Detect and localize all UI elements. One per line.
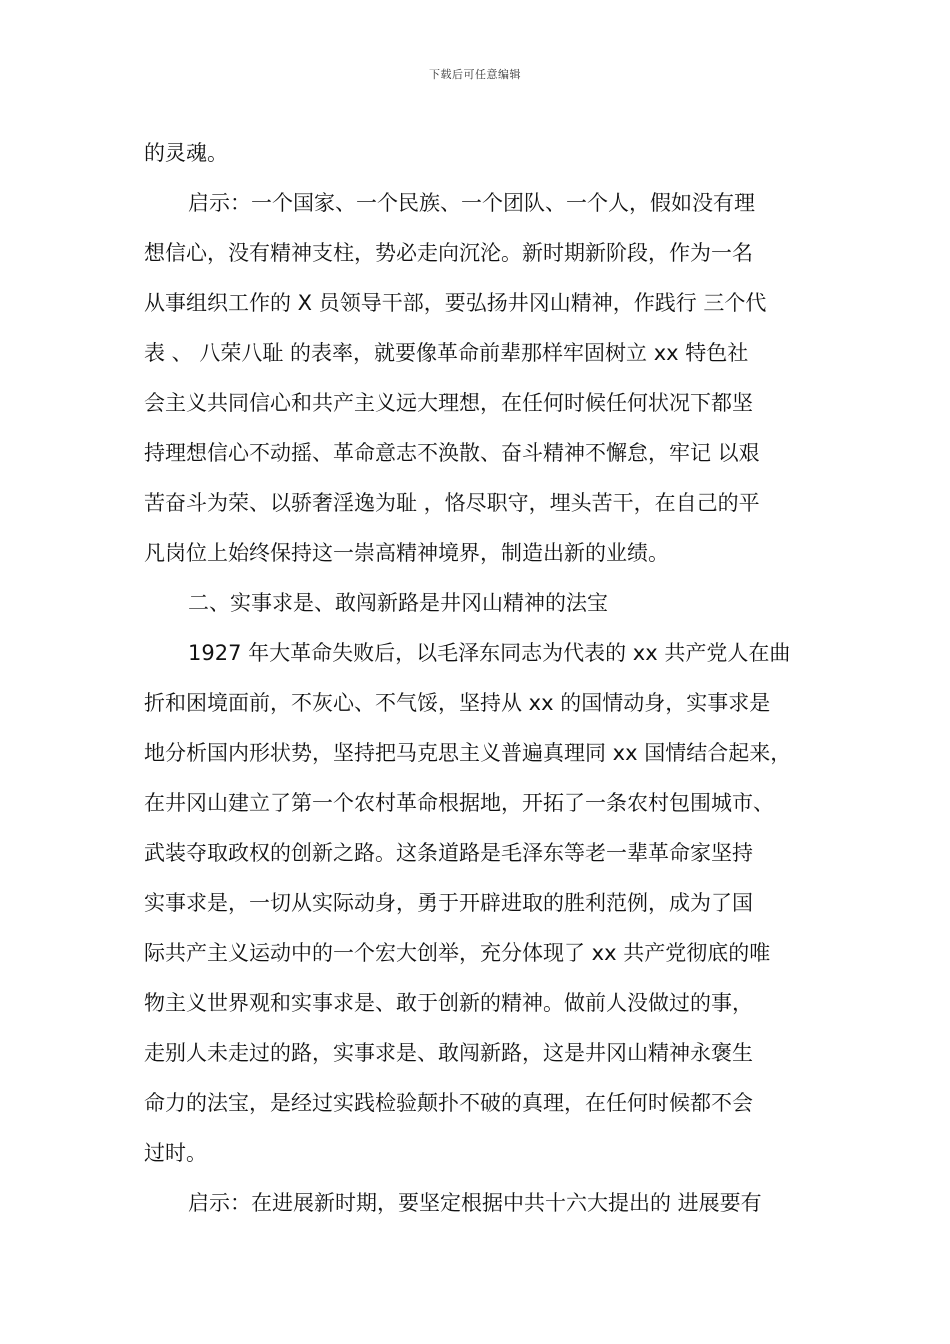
text-line: 苦奋斗为荣、以骄奢淫逸为耻 ，恪尽职守，埋头苦干，在自己的平 [144,491,760,515]
text-line: 启示：在进展新时期，要坚定根据中共十六大提出的 进展要有 [188,1191,762,1215]
text-line: 启示：一个国家、一个民族、一个团队、一个人，假如没有理 [188,191,755,215]
text-line: 会主义共同信心和共产主义远大理想，在任何时候任何状况下都坚 [144,391,753,415]
section-heading: 二、实事求是、敢闯新路是井冈山精神的法宝 [188,591,608,615]
text-line: 武装夺取政权的创新之路。这条道路是毛泽东等老一辈革命家坚持 [144,841,753,865]
text-line: 物主义世界观和实事求是、敢于创新的精神。做前人没做过的事， [144,991,753,1015]
body-text [144,128,808,1228]
text-line: 1927 年大革命失败后，以毛泽东同志为代表的 xx 共产党人在曲 [188,641,791,665]
text-line: 想信心，没有精神支柱，势必走向沉沦。新时期新阶段，作为一名 [144,241,753,265]
text-line: 命力的法宝，是经过实践检验颠扑不破的真理，在任何时候都不会 [144,1091,753,1115]
text-line: 持理想信心不动摇、革命意志不涣散、奋斗精神不懈怠，牢记 以艰 [144,441,760,465]
text-line: 折和困境面前，不灰心、不气馁，坚持从 xx 的国情动身，实事求是 [144,691,771,715]
text-line: 走别人未走过的路，实事求是、敢闯新路，这是井冈山精神永褒生 [144,1041,753,1065]
text-line: 地分析国内形状势，坚持把马克思主义普遍真理同 xx 国情结合起来， [144,741,792,765]
text-line: 从事组织工作的 X 员领导干部，要弘扬井冈山精神，作践行 三个代 [144,291,767,315]
text-line: 的灵魂。 [144,141,228,165]
text-line: 在井冈山建立了第一个农村革命根据地，开拓了一条农村包围城市、 [144,791,774,815]
text-line: 表 、 八荣八耻 的表率，就要像革命前辈那样牢固树立 xx 特色社 [144,341,749,365]
text-line: 过时。 [144,1141,207,1165]
page-header-note: 下载后可任意编辑 [429,68,521,81]
text-line: 实事求是，一切从实际动身，勇于开辟进取的胜利范例，成为了国 [144,891,753,915]
text-line: 凡岗位上始终保持这一崇高精神境界，制造出新的业绩。 [144,541,669,565]
text-line: 际共产主义运动中的一个宏大创举，充分体现了 xx 共产党彻底的唯 [144,941,771,965]
